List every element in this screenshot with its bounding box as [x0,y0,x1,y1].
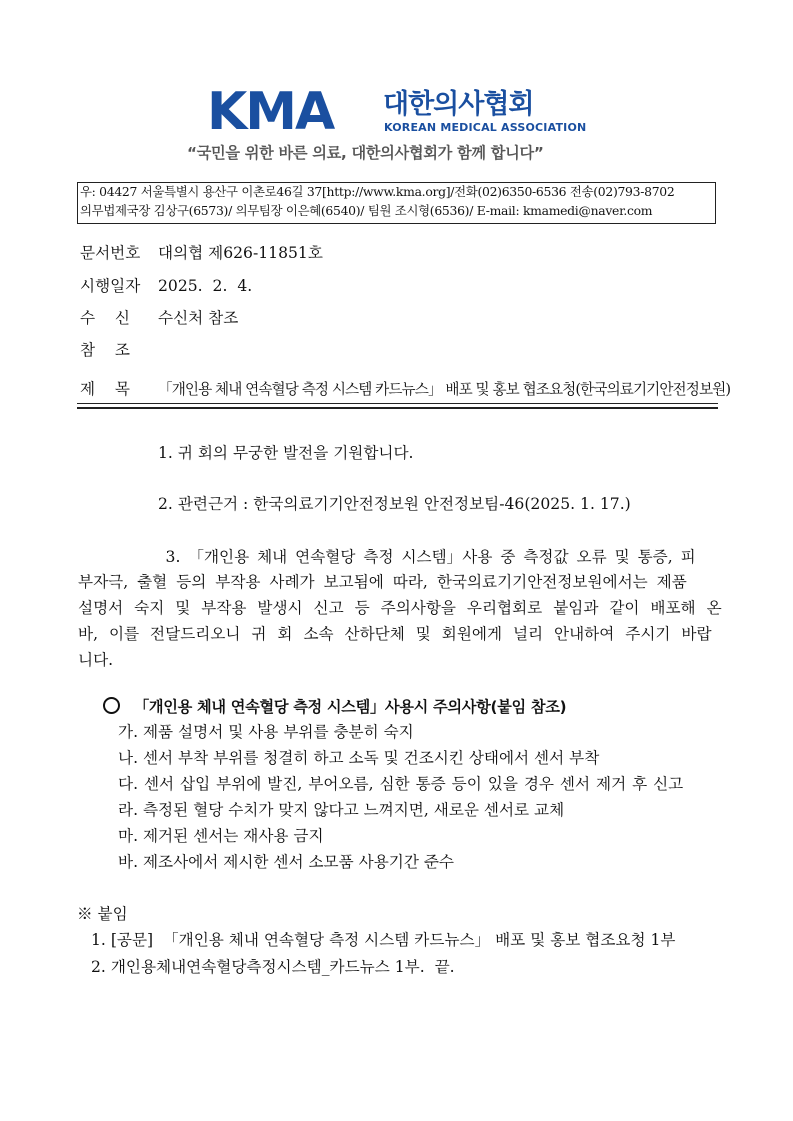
notice-item: 가. 제품 설명서 및 사용 부위를 충분히 숙지 [118,723,414,741]
subject-row [80,378,730,401]
subject-label: 제 목 [80,380,130,398]
paragraph-3-line: 3. 「개인용 체내 연속혈당 측정 시스템」사용 중 측정값 오류 및 통증, 피 [78,548,696,566]
paragraph-3-line: 바, 이를 전달드리오니 귀 회 소속 산하단체 및 회원에게 널리 안내하여 주시기 바랍 [78,625,712,643]
subject-value: 「개인용 체내 연속혈당 측정 시스템 카드뉴스」 배포 및 홍보 협조요청(한국의료기기안전정보원) [158,381,731,398]
recipient-row [80,307,238,329]
notice-item: 다. 센서 삽입 부위에 발진, 부어오름, 심한 통증 등이 있을 경우 센서 제거 후 신고 [118,775,684,793]
notice-item: 바. 제조사에서 제시한 센서 소모품 사용기간 준수 [118,853,454,871]
doc-number-value: 대의협 제626-11851호 [158,244,323,262]
paragraph-3-line: 부자극, 출혈 등의 부작용 사례가 보고됨에 따라, 한국의료기기안전정보원에서는 제품 [78,573,687,591]
attachment-item: 1. [공문] 「개인용 체내 연속혈당 측정 시스템 카드뉴스」 배포 및 홍보 협조요청 1부 [91,931,676,949]
notice-title: 「개인용 체내 연속혈당 측정 시스템」사용시 주의사항(붙임 참조) [134,698,567,716]
org-name-english: KOREAN MEDICAL ASSOCIATION [384,121,587,134]
date-label: 시행일자 [80,277,141,295]
recipient-label: 수 신 [80,309,130,327]
paragraph-1: 1. 귀 회의 무궁한 발전을 기원합니다. [158,444,414,462]
doc-number-label: 문서번호 [80,244,141,262]
org-name-korean: 대한의사협회 [383,89,534,120]
notice-heading [103,695,566,719]
kma-logo: KMA [207,82,334,142]
slogan: “국민을 위한 바른 의료, 대한의사협회가 함께 합니다” [187,144,544,162]
notice-item: 라. 측정된 혈당 수치가 맞지 않다고 느껴지면, 새로운 센서로 교체 [118,801,565,819]
divider-thin [77,403,718,404]
contact-address-line: 우: 04427 서울특별시 용산구 이촌로46길 37[http://www.kma.org]/전화(02)6350-6536 전송(02)793-8702 [80,184,675,199]
circle-bullet-icon [103,697,120,714]
reference-row [80,339,158,361]
attachment-item: 2. 개인용체내연속혈당측정시스템_카드뉴스 1부. 끝. [91,958,455,976]
doc-number-row [80,242,323,264]
paragraph-3-line: 설명서 숙지 및 부작용 발생시 신고 등 주의사항을 우리협회로 붙임과 같이 배포해 온 [78,599,722,617]
contact-staff-line: 의무법제국장 김상구(6573)/ 의무팀장 이은혜(6540)/ 팀원 조시형(6536)/ E-mail: kmamedi@naver.com [80,203,653,218]
paragraph-2: 2. 관련근거 : 한국의료기기안전정보원 안전정보팀-46(2025. 1. 17.) [158,495,631,513]
reference-label: 참 조 [80,341,130,359]
date-row [80,275,252,297]
paragraph-3-line: 니다. [78,651,114,669]
notice-item: 나. 센서 부착 부위를 청결히 하고 소독 및 건조시킨 상태에서 센서 부착 [118,749,600,767]
notice-item: 마. 제거된 센서는 재사용 금지 [118,827,324,845]
date-value: 2025. 2. 4. [158,277,253,295]
attachments-heading: ※ 붙임 [77,905,128,923]
divider-thick [77,407,718,409]
recipient-value: 수신처 참조 [158,309,239,327]
